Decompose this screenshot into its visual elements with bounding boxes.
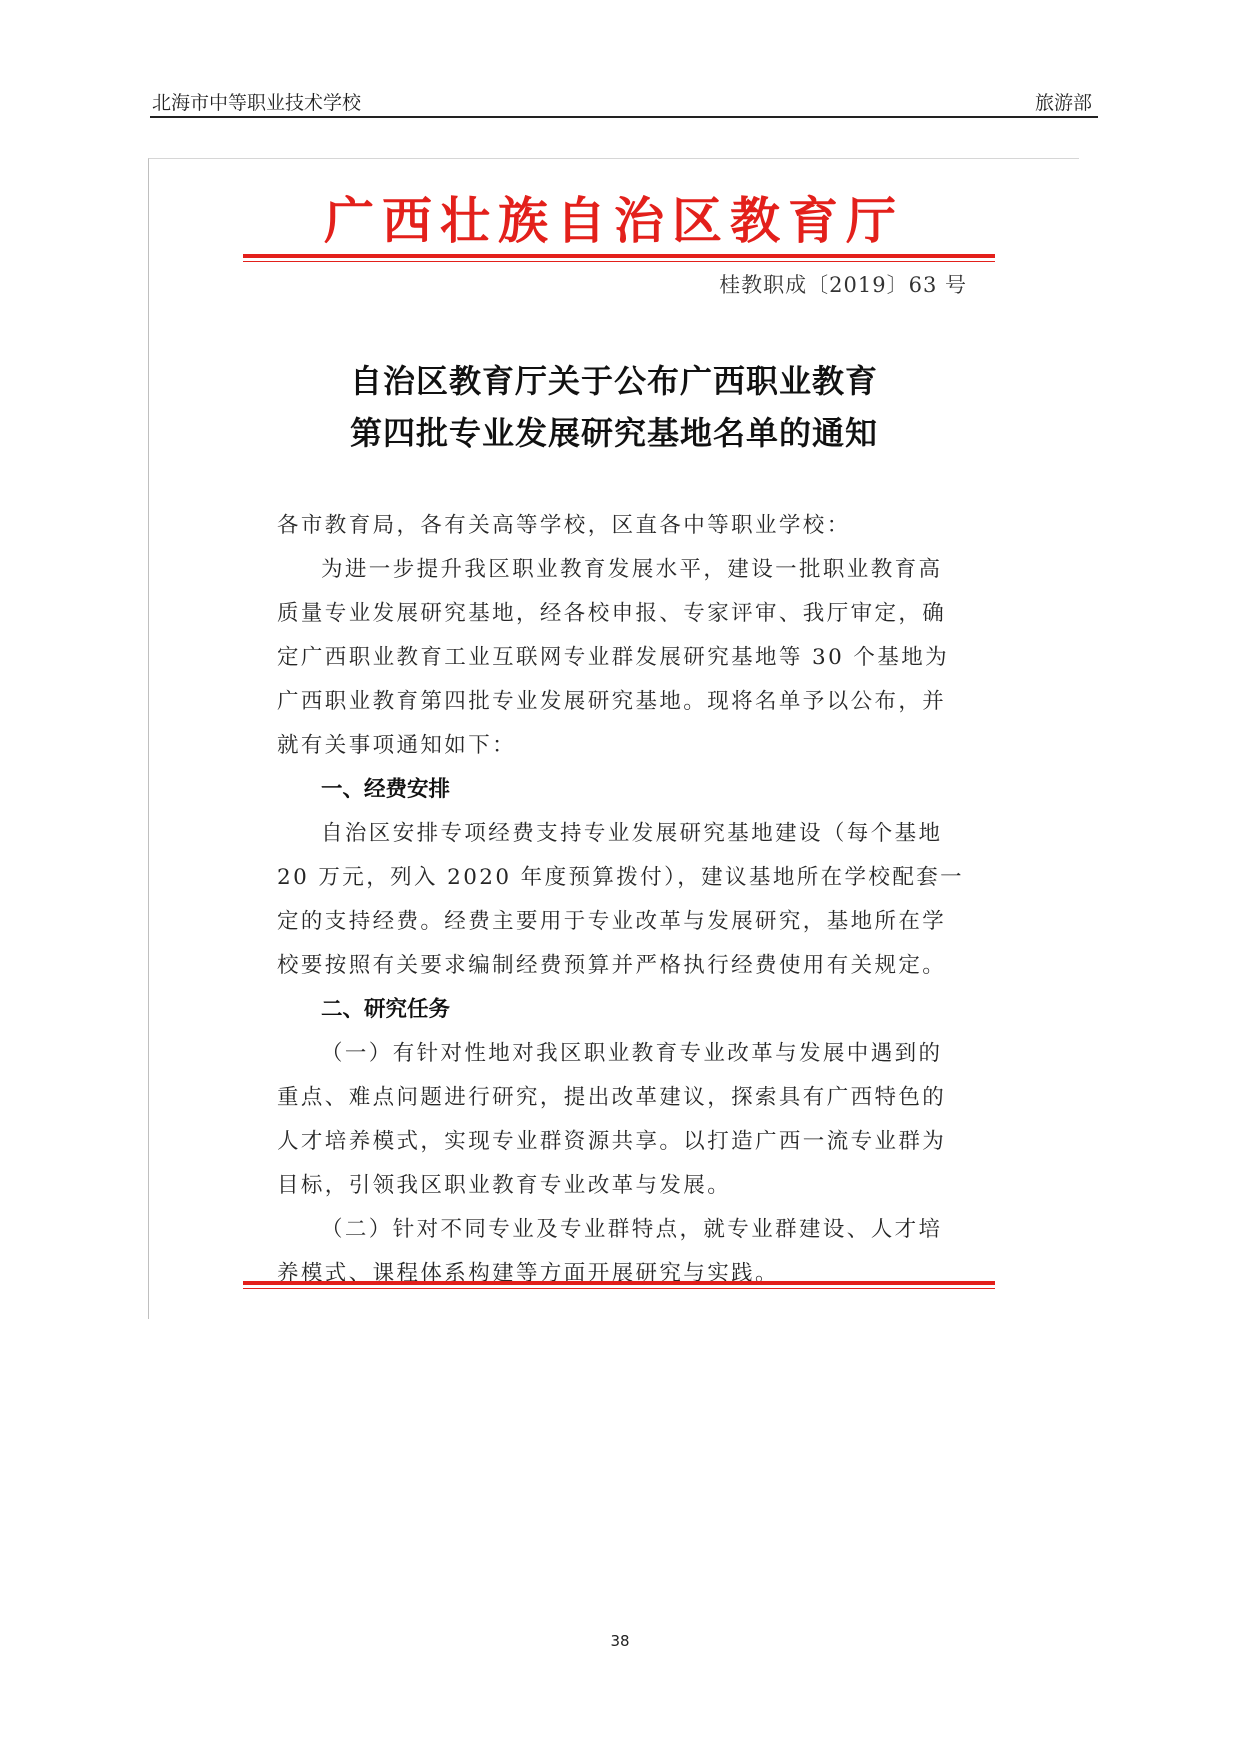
scanned-notice [148, 158, 1079, 1319]
running-header [150, 86, 1098, 118]
body-line: 就有关事项通知如下： [277, 733, 517, 758]
body-line: （二）针对不同专业及专业群特点，就专业群建设、人才培 [321, 1217, 943, 1242]
body-line: 广西职业教育第四批专业发展研究基地。现将名单予以公布，并 [277, 689, 947, 714]
header-department: 旅游部 [1034, 92, 1092, 114]
document-number: 桂教职成〔2019〕63 号 [719, 273, 967, 297]
page-number: 38 [610, 1632, 630, 1650]
body-line: 养模式、课程体系构建等方面开展研究与实践。 [277, 1261, 779, 1286]
body-line: 为进一步提升我区职业教育发展水平，建设一批职业教育高 [321, 557, 943, 582]
body-line: 定广西职业教育工业互联网专业群发展研究基地等 30 个基地为 [277, 645, 950, 670]
body-line: 定的支持经费。经费主要用于专业改革与发展研究，基地所在学 [277, 909, 947, 934]
salutation: 各市教育局，各有关高等学校，区直各中等职业学校： [277, 513, 851, 538]
notice-title-line: 第四批专业发展研究基地名单的通知 [349, 414, 878, 452]
notice-title [149, 355, 1079, 459]
section-heading: 一、经费安排 [321, 777, 451, 802]
red-divider-bottom [243, 1281, 995, 1285]
issuer-title: 广西壮族自治区教育厅 [324, 191, 904, 250]
body-line: 目标，引领我区职业教育专业改革与发展。 [277, 1173, 732, 1198]
notice-title-line: 自治区教育厅关于公布广西职业教育 [349, 362, 878, 400]
body-line: 自治区安排专项经费支持专业发展研究基地建设（每个基地 [321, 821, 943, 846]
header-school-name: 北海市中等职业技术学校 [152, 92, 362, 114]
notice-body [277, 504, 977, 1296]
section-heading: 二、研究任务 [321, 997, 451, 1022]
body-line: 人才培养模式，实现专业群资源共享。以打造广西一流专业群为 [277, 1129, 947, 1154]
body-line: 重点、难点问题进行研究，提出改革建议，探索具有广西特色的 [277, 1085, 947, 1110]
body-line: 20 万元，列入 2020 年度预算拨付），建议基地所在学校配套一 [277, 865, 965, 890]
body-line: （一）有针对性地对我区职业教育专业改革与发展中遇到的 [321, 1041, 943, 1066]
red-divider-top [243, 254, 995, 258]
body-line: 质量专业发展研究基地，经各校申报、专家评审、我厅审定，确 [277, 601, 947, 626]
body-line: 校要按照有关要求编制经费预算并严格执行经费使用有关规定。 [277, 953, 947, 978]
